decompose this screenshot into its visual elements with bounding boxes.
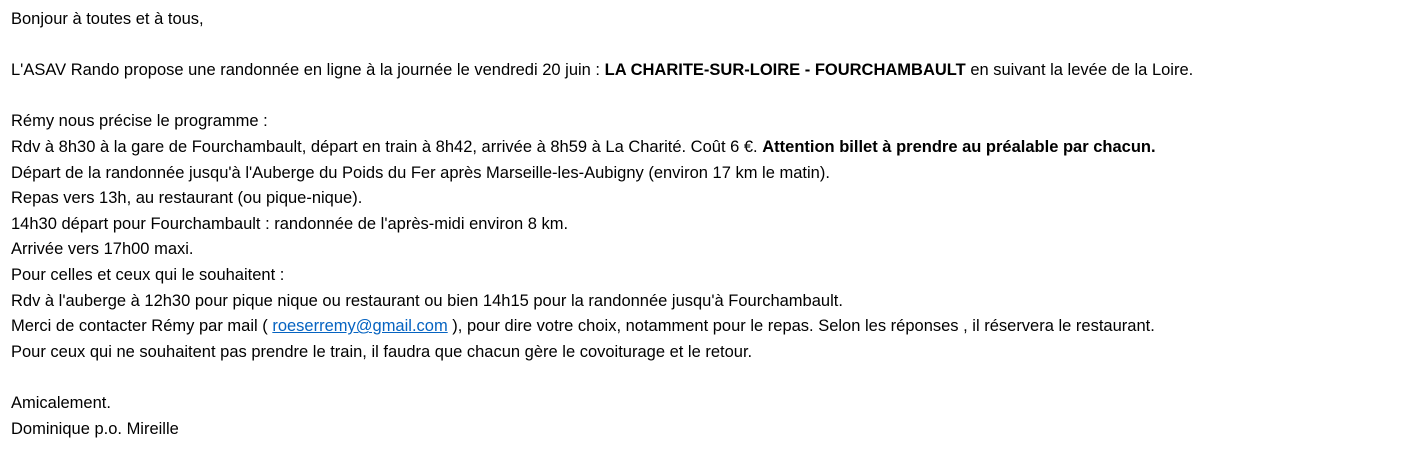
contact-text-before: Merci de contacter Rémy par mail ( — [11, 317, 273, 336]
closing-line: Amicalement. — [11, 393, 111, 412]
route-title: LA CHARITE-SUR-LOIRE - FOURCHAMBAULT — [604, 61, 966, 80]
intro-text-before: L'ASAV Rando propose une randonnée en ligne à la journée le vendredi 20 juin : — [11, 61, 605, 80]
program-intro-line: Rémy nous précise le programme : — [11, 112, 268, 131]
blank-line — [11, 365, 1406, 391]
afternoon-line: 14h30 départ pour Fourchambault : randonnée de l'après-midi environ 8 km. — [11, 214, 569, 233]
option-intro-line: Pour celles et ceux qui le souhaitent : — [11, 265, 285, 284]
contact-text-after: ), pour dire votre choix, notamment pour le repas. Selon les réponses , il réservera le restaurant. — [447, 317, 1155, 336]
option-details-line: Rdv à l'auberge à 12h30 pour pique nique ou restaurant ou bien 14h15 pour la randonnée jusqu'à Fourchambault. — [11, 291, 843, 310]
blank-line — [11, 33, 1406, 59]
blank-line — [11, 84, 1406, 110]
contact-line — [11, 314, 1406, 340]
ticket-warning: Attention billet à prendre au préalable par chacun. — [762, 137, 1156, 156]
signature-line: Dominique p.o. Mireille — [11, 419, 179, 438]
lunch-line: Repas vers 13h, au restaurant (ou pique-nique). — [11, 189, 363, 208]
email-body — [11, 7, 1406, 442]
intro-text-after: en suivant la levée de la Loire. — [965, 61, 1194, 80]
intro-line — [11, 58, 1406, 84]
carpool-line: Pour ceux qui ne souhaitent pas prendre le train, il faudra que chacun gère le covoiturage et le retour. — [11, 342, 753, 361]
meeting-text: Rdv à 8h30 à la gare de Fourchambault, départ en train à 8h42, arrivée à 8h59 à La Charité. Coût 6 €. — [11, 137, 763, 156]
greeting-line: Bonjour à toutes et à tous, — [11, 10, 204, 28]
meeting-line — [11, 135, 1406, 161]
hike-start-line: Départ de la randonnée jusqu'à l'Auberge du Poids du Fer après Marseille-les-Aubigny (environ 17 km le matin). — [11, 163, 830, 182]
email-link[interactable]: roeserremy@gmail.com — [272, 317, 448, 336]
arrival-line: Arrivée vers 17h00 maxi. — [11, 240, 194, 259]
